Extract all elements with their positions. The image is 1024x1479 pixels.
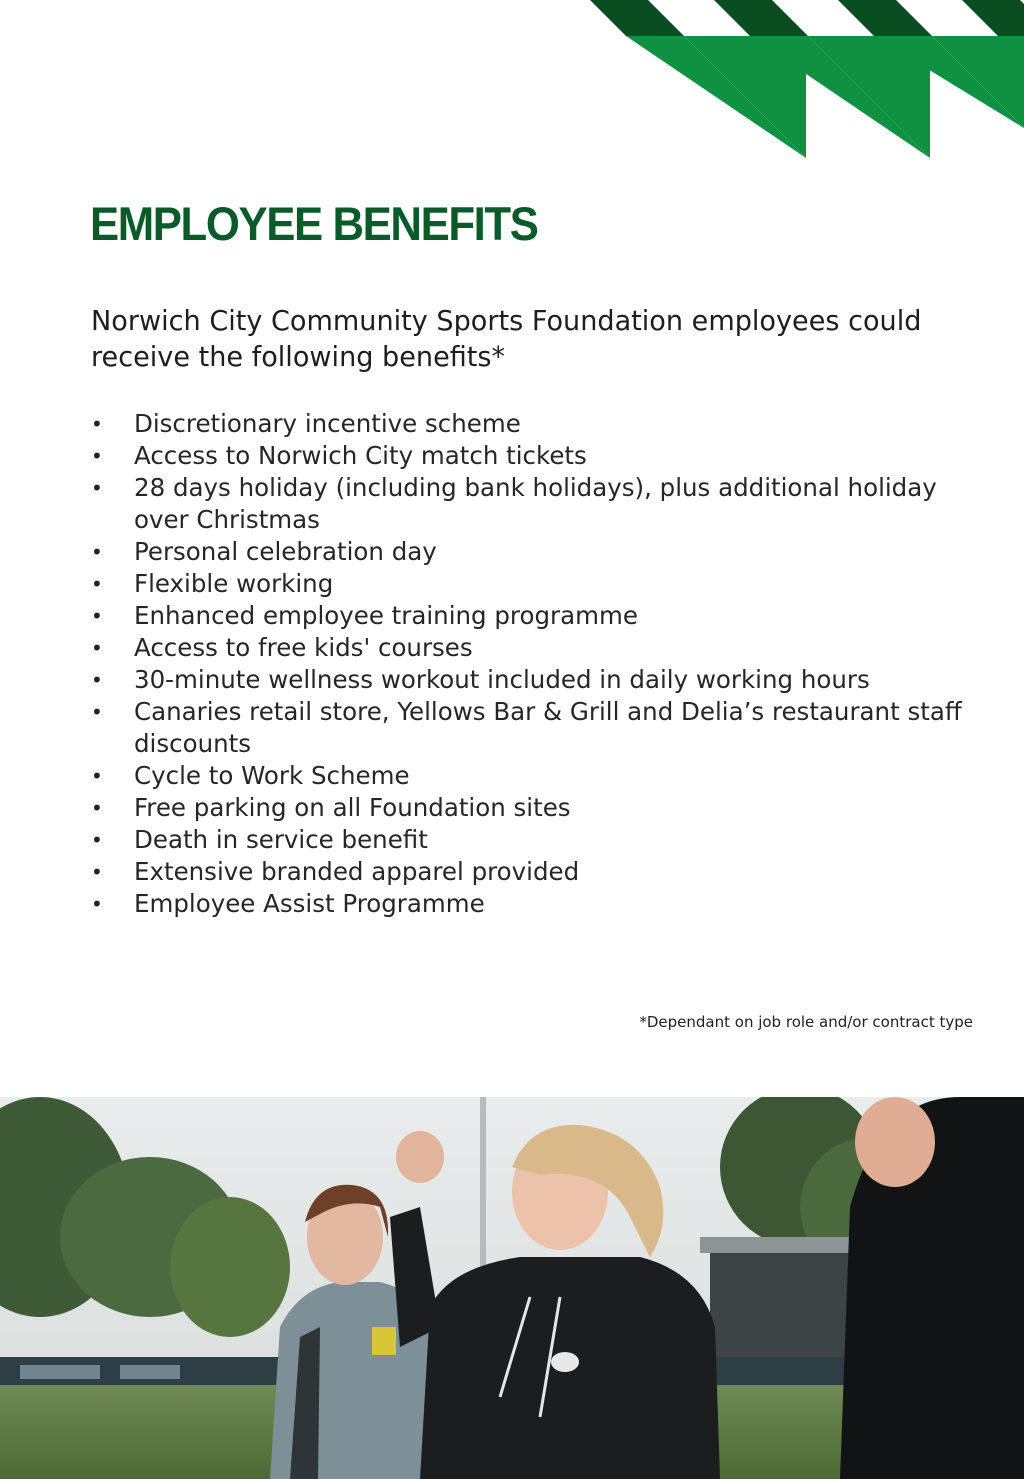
benefit-item: • Enhanced employee training programme [91,600,971,632]
benefit-item: • Flexible working [91,568,971,600]
benefit-item: • 28 days holiday (including bank holidays), plus additional holiday over Christmas [91,472,971,536]
footnote: *Dependant on job role and/or contract type [639,1013,973,1031]
benefit-item: • Access to Norwich City match tickets [91,440,971,472]
benefit-item: • Canaries retail store, Yellows Bar & Grill and Delia’s restaurant staff discounts [91,696,971,760]
benefit-item: • Free parking on all Foundation sites [91,792,971,824]
decorative-stripes [0,0,1024,170]
benefit-item: • Personal celebration day [91,536,971,568]
benefits-list [91,408,971,920]
benefit-item: • Employee Assist Programme [91,888,971,920]
benefit-item: • Cycle to Work Scheme [91,760,971,792]
intro-text: Norwich City Community Sports Foundation employees could receive the following benefits* [91,305,922,373]
benefit-item: • Access to free kids' courses [91,632,971,664]
page-title: EMPLOYEE BENEFITS [90,197,538,250]
team-photo [0,1097,1024,1479]
benefit-item: • Discretionary incentive scheme [91,408,971,440]
benefit-item: • Extensive branded apparel provided [91,856,971,888]
benefit-item: • 30-minute wellness workout included in daily working hours [91,664,971,696]
benefit-item: • Death in service benefit [91,824,971,856]
person-right [840,1097,1024,1479]
